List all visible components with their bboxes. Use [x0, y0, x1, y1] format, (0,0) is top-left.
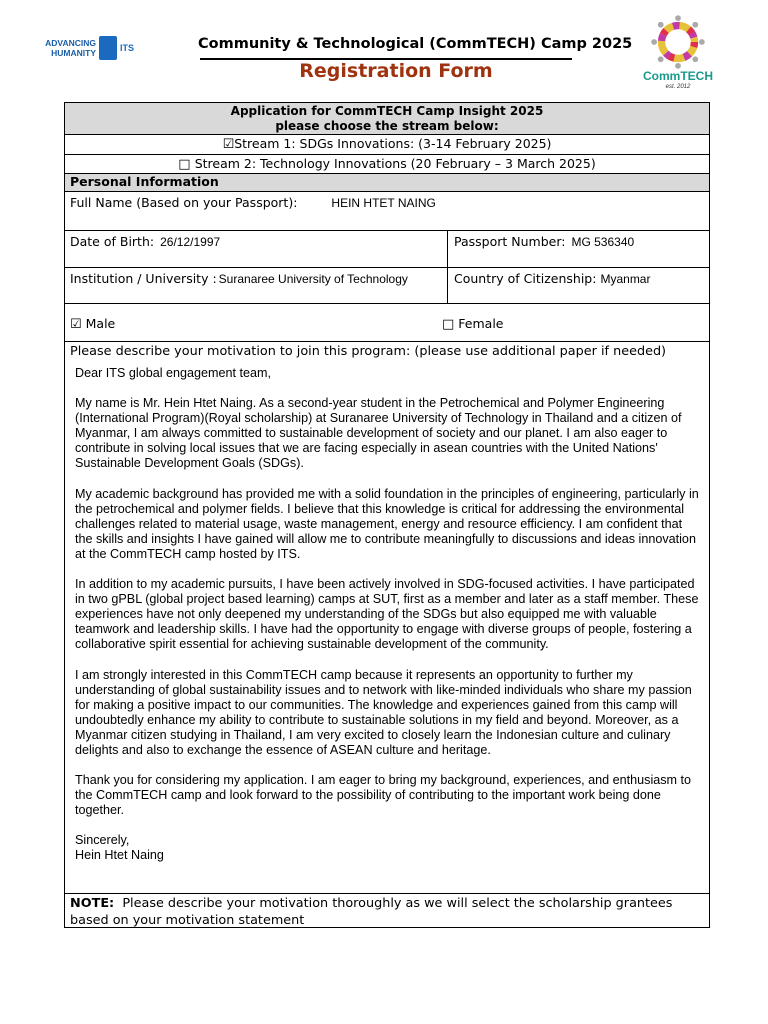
- checkbox-icon[interactable]: □: [178, 157, 195, 172]
- full-name-field[interactable]: HEIN HTET NAING: [331, 196, 436, 210]
- its-logo-text: ADVANCING HUMANITY: [45, 38, 96, 58]
- full-name-row: [65, 192, 709, 231]
- stream1-label: Stream 1: SDGs Innovations: (3-14 February 2025): [234, 136, 552, 151]
- note-label: NOTE:: [70, 896, 115, 911]
- stream2-option[interactable]: [65, 155, 709, 174]
- column-divider: [447, 268, 448, 303]
- stream2-label: Stream 2: Technology Innovations (20 February – 3 March 2025): [194, 156, 596, 171]
- male-label: Male: [85, 316, 116, 331]
- note-text: Please describe your motivation thoroughly as we will select the scholarship grantees based on your motivation statement: [70, 896, 673, 928]
- motivation-label: Please describe your motivation to join this program: (please use additional paper if needed): [70, 344, 667, 359]
- signature: Hein Htet Naing: [75, 848, 164, 863]
- institution-label: Institution / University :: [70, 271, 217, 286]
- commtech-logo: [638, 14, 718, 91]
- female-option[interactable]: [442, 316, 503, 332]
- female-label: Female: [458, 316, 504, 331]
- motivation-paragraph: Dear ITS global engagement team,: [75, 366, 272, 380]
- passport-label: Passport Number:: [454, 234, 566, 249]
- stream1-option[interactable]: [65, 135, 709, 155]
- checkbox-icon[interactable]: □: [442, 317, 455, 332]
- motivation-section: [65, 342, 709, 894]
- checked-box-icon[interactable]: ☑: [222, 137, 235, 152]
- application-title: Application for CommTECH Camp Insight 2025: [230, 104, 544, 118]
- its-label: ITS: [120, 43, 135, 53]
- dob-row: [65, 231, 709, 268]
- commtech-est: est. 2012: [665, 84, 691, 90]
- dob-field[interactable]: 26/12/1997: [160, 235, 221, 249]
- male-option[interactable]: [70, 316, 115, 331]
- full-name-label: Full Name (Based on your Passport):: [70, 195, 298, 210]
- note-row: [65, 894, 709, 928]
- commtech-ring-icon: [649, 14, 707, 70]
- country-field[interactable]: Myanmar: [600, 272, 651, 286]
- country-label: Country of Citizenship:: [454, 271, 597, 286]
- checked-box-icon[interactable]: ☑: [70, 317, 82, 332]
- form-title: Registration Form: [299, 60, 493, 82]
- page-title: Community & Technological (CommTECH) Camp 2025: [198, 36, 633, 52]
- institution-row: [65, 268, 709, 304]
- motivation-paragraph: My academic background has provided me with a solid foundation in the principles of engineering, particularly in the petrochemical and polymer fields. I believe that this knowledge is critical for addressing the environmental challenges related to material usage, waste management, energy and resource efficiency. I am confident that the skills and insights I have gained will allow me to contribute meaningfully to discussions and ideas innovation at the CommTECH camp hosted by ITS.: [75, 486, 699, 561]
- motivation-paragraph: Thank you for considering my application. I am eager to bring my background, experiences, and enthusiasm to the CommTECH camp and look forward to the possibility of contributing to the important work being done together.: [75, 773, 692, 818]
- motivation-paragraph: In addition to my academic pursuits, I have been actively involved in SDG-focused activities. I have participated in two gPBL (global project based learning) camps at SUT, first as a member and later as a staff member. These experiences have not only deepened my understanding of the SDGs but also equipped me with valuable teamwork and leadership skills. I have had the opportunity to engage with diverse groups of people, fostering a collaborative spirit essential for achieving sustainable development of the community.: [75, 577, 699, 652]
- gender-row: [65, 304, 709, 342]
- passport-field[interactable]: MG 536340: [571, 235, 635, 249]
- application-header: [65, 103, 709, 135]
- motivation-textarea[interactable]: [75, 366, 703, 864]
- motivation-paragraph: My name is Mr. Hein Htet Naing. As a second-year student in the Petrochemical and Polymer Engineering (International Program)(Royal scholarship) at Suranaree University of Technology in Thailand and a citizen of Myanmar, I am always committed to sustainable development of society and our planet. I am also eager to contribute in solving local issues that we are facing especially in asean countries with the United Nations' Sustainable Development Goals (SDGs).: [75, 396, 682, 471]
- dob-label: Date of Birth:: [70, 234, 155, 249]
- personal-info-heading: Personal Information: [65, 174, 709, 192]
- registration-form: [64, 102, 710, 928]
- its-shield-icon: [99, 36, 117, 60]
- commtech-logo-name: CommTECH: [642, 69, 713, 83]
- institution-field[interactable]: Suranaree University of Technology: [218, 272, 408, 286]
- motivation-paragraph: I am strongly interested in this CommTECH camp because it represents an opportunity to further my understanding of global sustainability issues and to network with like-minded individuals who share my passion for making a positive impact to our communities. The knowledge and experiences gained from this camp will undoubtedly enhance my ability to contribute to sustainable solutions in my field and beyond. Moreover, as a Myanmar citizen studying in Thailand, I am very excited to closely learn the Indonesian culture and culinary delights and also to exchange the essence of ASEAN culture and heritage.: [75, 667, 692, 757]
- column-divider: [447, 231, 448, 267]
- application-subtitle: please choose the stream below:: [275, 119, 499, 133]
- its-logo: [40, 36, 134, 60]
- closing: Sincerely,: [75, 833, 130, 848]
